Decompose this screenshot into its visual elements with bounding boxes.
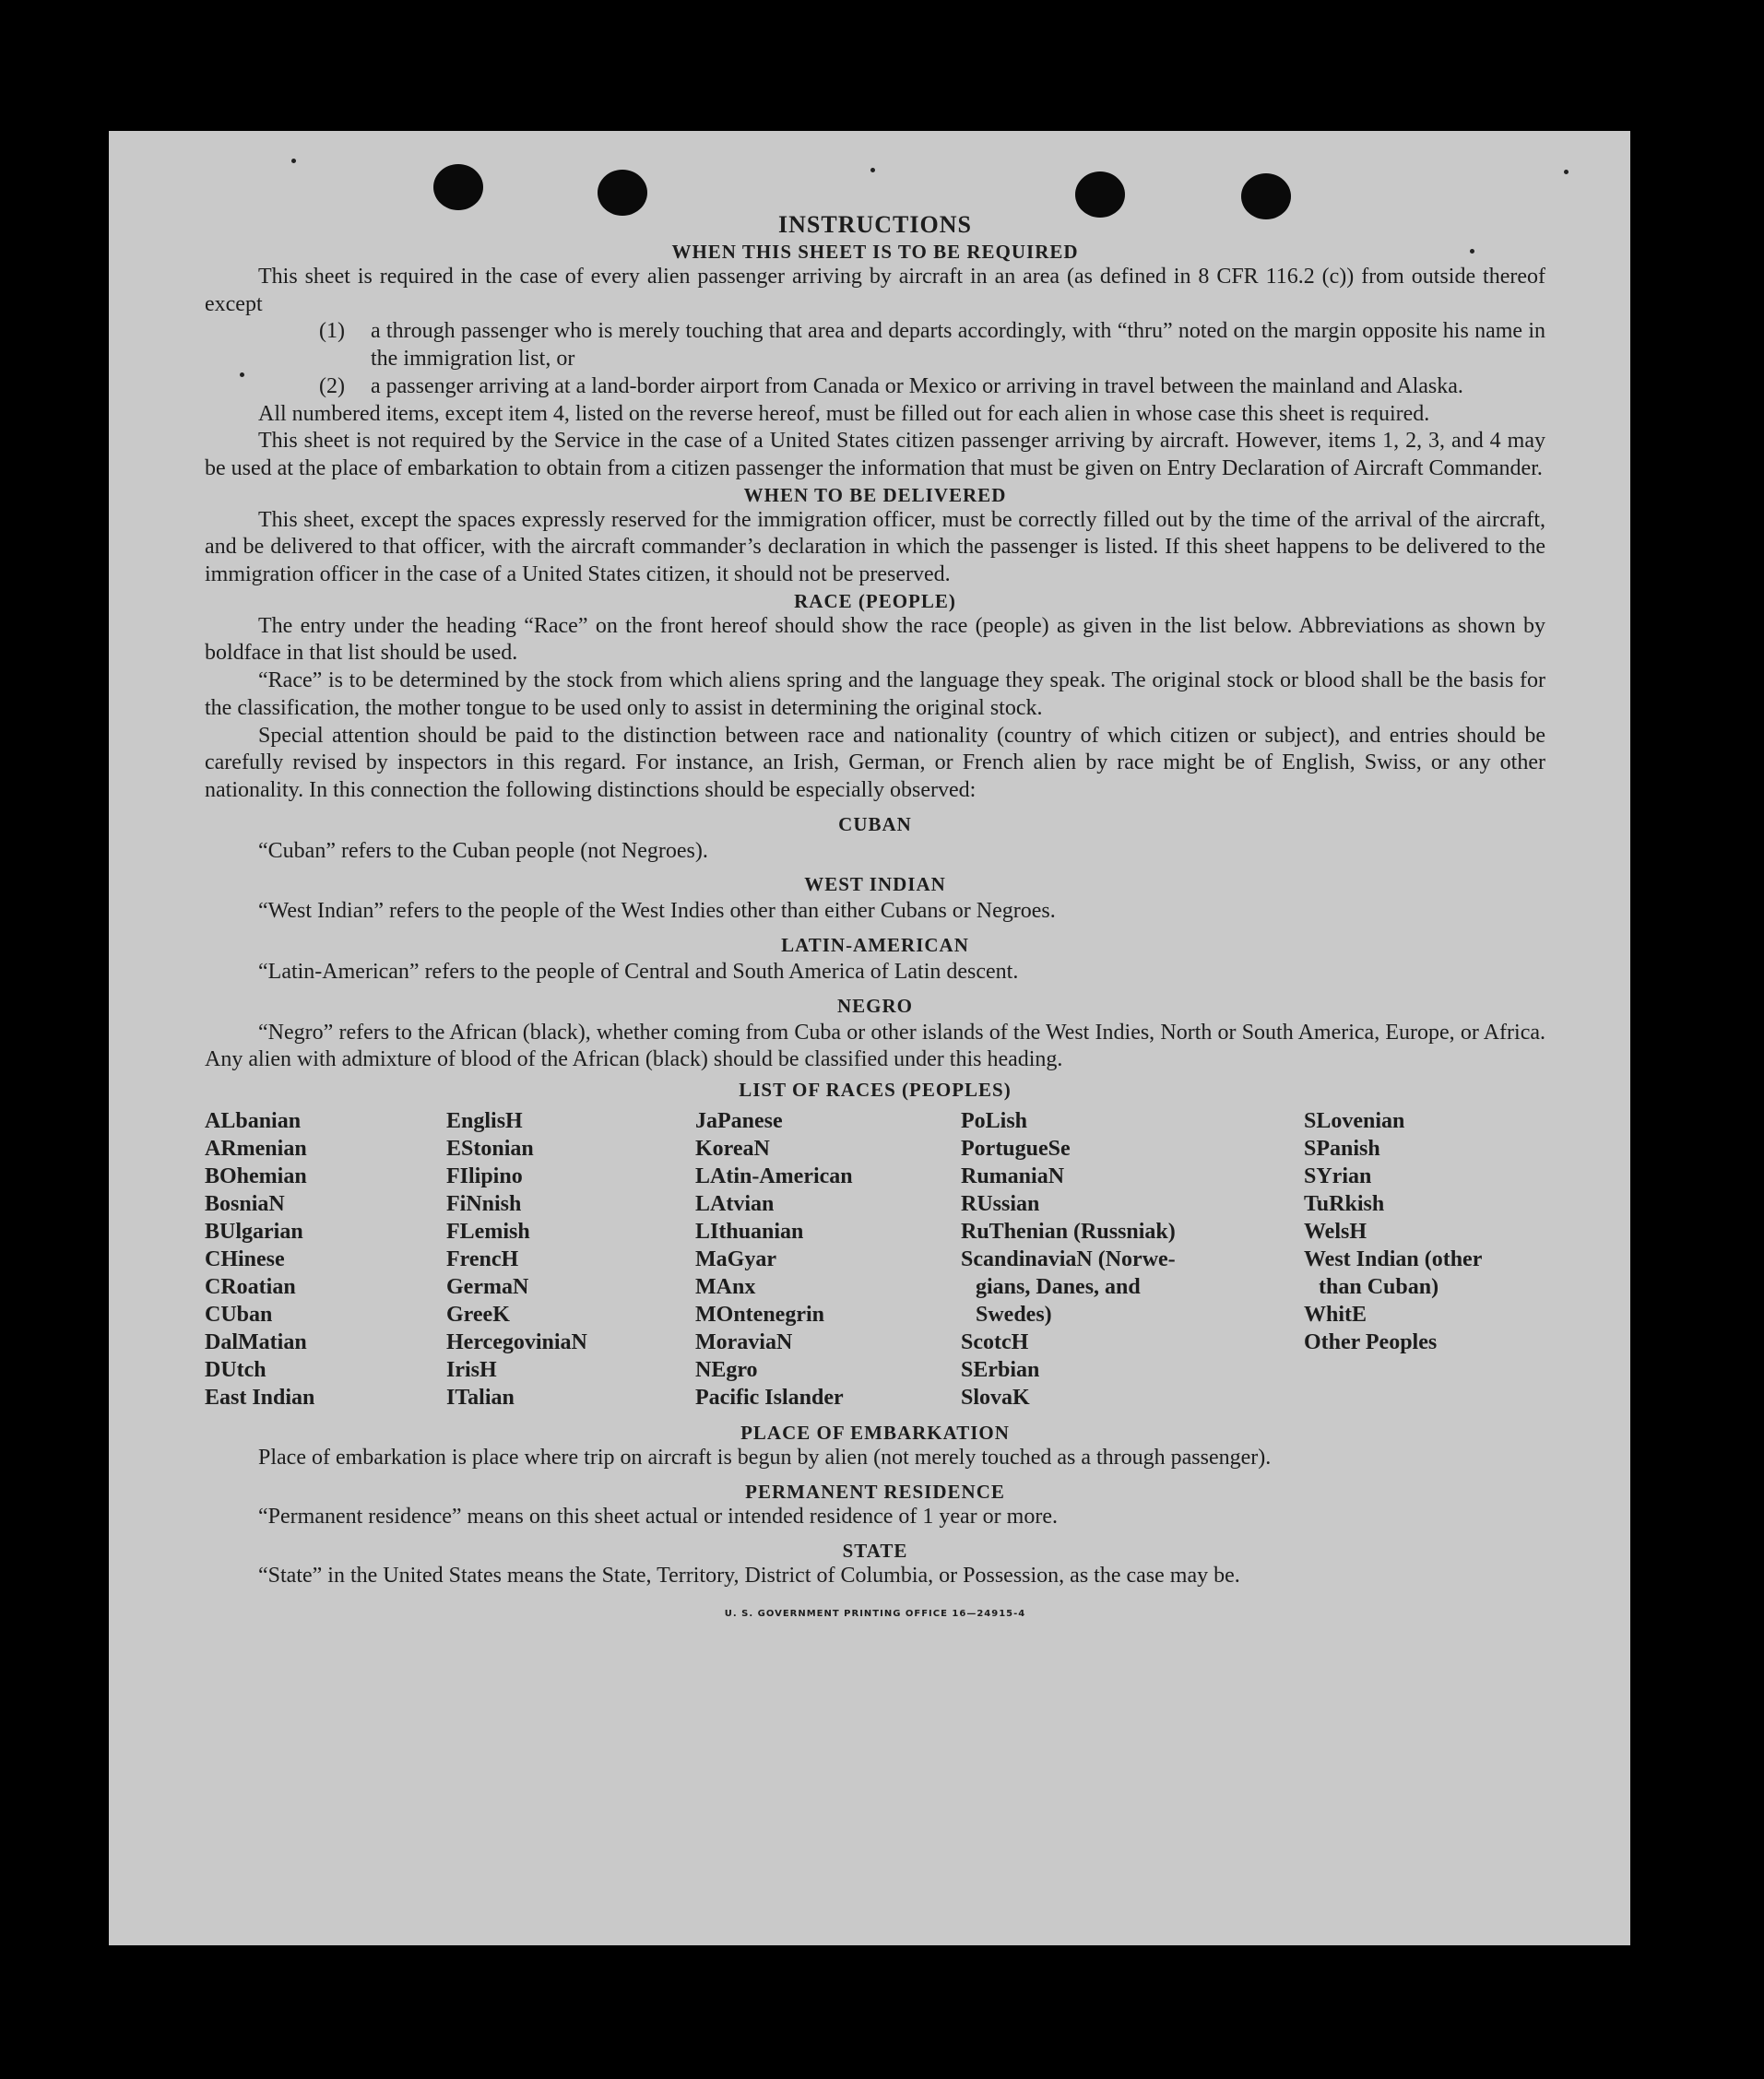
race-entry: SPanish [1304, 1137, 1380, 1162]
section-heading-residence: PERMANENT RESIDENCE [745, 1480, 1005, 1503]
race-entry: KoreaN [695, 1137, 770, 1162]
race-entry: HercegoviniaN [446, 1330, 587, 1355]
races-column [205, 1107, 446, 1412]
page-title: INSTRUCTIONS [778, 211, 972, 238]
race-entry: FiNnish [446, 1192, 522, 1217]
list-item [319, 373, 1545, 401]
race-entry: Pacific Islander [695, 1386, 844, 1411]
race-entry: IrisH [446, 1358, 497, 1383]
races-list [205, 1107, 1545, 1412]
race-entry: MoraviaN [695, 1330, 793, 1355]
race-entry: SErbian [961, 1358, 1040, 1383]
race-entry: DalMatian [205, 1330, 307, 1355]
paragraph: Place of embarkation is place where trip on aircraft is begun by alien (not merely touched as a through passenger). [258, 1446, 1272, 1471]
paragraph: “Permanent residence” means on this sheet actual or intended residence of 1 year or more. [258, 1504, 1058, 1529]
races-column [961, 1107, 1304, 1412]
paragraph: “Latin-American” refers to the people of Central and South America of Latin descent. [258, 960, 1019, 985]
item-number: (1) [319, 319, 345, 344]
paragraph: “State” in the United States means the State, Territory, District of Columbia, or Possession, as the case may be. [258, 1563, 1240, 1588]
race-entry: TuRkish [1304, 1192, 1385, 1217]
paragraph: This sheet, except the spaces expressly reserved for the immigration officer, must be correctly filled out by the time of the arrival of the aircraft, and be delivered to that officer, with the aircraft commander’s declaration in which the passenger is listed. If this sheet happens to be delivered to the immigration officer in the case of a United States citizen, it should not be preserved. [205, 507, 1545, 587]
race-entry: EnglisH [446, 1109, 523, 1134]
instructions-content [205, 210, 1545, 1628]
race-entry: BUlgarian [205, 1220, 303, 1245]
subheading-cuban: CUBAN [838, 812, 912, 835]
race-entry: CUban [205, 1303, 273, 1328]
dust-speck [291, 159, 296, 163]
race-entry: WhitE [1304, 1303, 1367, 1328]
race-entry: EStonian [446, 1137, 534, 1162]
section-heading-race: RACE (PEOPLE) [794, 589, 956, 612]
item-text: a passenger arriving at a land-border airport from Canada or Mexico or arriving in travel between the mainland and Alaska. [371, 373, 1463, 398]
race-entry: RumaniaN [961, 1164, 1065, 1189]
item-number: (2) [319, 373, 345, 398]
race-entry: East Indian [205, 1386, 315, 1411]
races-column [1304, 1107, 1545, 1412]
section-heading-embarkation: PLACE OF EMBARKATION [740, 1422, 1010, 1445]
race-entry: LAtvian [695, 1192, 775, 1217]
race-entry: RUssian [961, 1192, 1040, 1217]
race-entry: SLovenian [1304, 1109, 1405, 1134]
item-text: a through passenger who is merely touching that area and departs accordingly, with “thru” noted on the margin opposite his name in the immigration list, or [371, 319, 1545, 372]
punch-hole [433, 164, 483, 210]
race-entry: ITalian [446, 1386, 515, 1411]
race-entry: FIlipino [446, 1164, 523, 1189]
race-entry: CRoatian [205, 1275, 296, 1300]
race-entry: BosniaN [205, 1192, 285, 1217]
paragraph: “West Indian” refers to the people of the West Indies other than either Cubans or Negroes. [258, 899, 1056, 924]
race-entry: RuThenian (Russniak) [961, 1220, 1176, 1245]
race-entry: PoLish [961, 1109, 1028, 1134]
race-entry: BOhemian [205, 1164, 307, 1189]
race-entry: GreeK [446, 1303, 510, 1328]
paragraph: The entry under the heading “Race” on the front hereof should show the race (people) as given in the list below. Abbreviations as shown by boldface in that list should be used. [205, 613, 1545, 666]
race-entry: CHinese [205, 1247, 285, 1272]
paragraph: “Cuban” refers to the Cuban people (not Negroes). [258, 838, 708, 863]
dust-speck [870, 168, 875, 172]
race-entry: PortugueSe [961, 1137, 1071, 1162]
races-column [446, 1107, 695, 1412]
paragraph: “Negro” refers to the African (black), whether coming from Cuba or other islands of the West Indies, North or South America, Europe, or Africa. Any alien with admixture of blood of the African (black) should be classified under this heading. [205, 1020, 1545, 1072]
race-entry: than Cuban) [1319, 1275, 1439, 1300]
races-column [695, 1107, 961, 1412]
paragraph: This sheet is required in the case of every alien passenger arriving by aircraft in an area (as defined in 8 CFR 116.2 (c)) from outside thereof except [205, 265, 1545, 316]
race-entry: ARmenian [205, 1137, 307, 1162]
race-entry: ScandinaviaN (Norwe- [961, 1247, 1176, 1272]
race-entry: ScotcH [961, 1330, 1029, 1355]
race-entry: SYrian [1304, 1164, 1372, 1189]
dust-speck [1564, 170, 1569, 174]
section-heading-state: STATE [842, 1539, 908, 1562]
punch-hole [598, 170, 647, 216]
race-entry: MaGyar [695, 1247, 776, 1272]
race-entry: FLemish [446, 1220, 530, 1245]
race-entry: gians, Danes, and [976, 1275, 1141, 1300]
race-entry: JaPanese [695, 1109, 783, 1134]
race-entry: NEgro [695, 1358, 758, 1383]
paragraph: This sheet is not required by the Service in the case of a United States citizen passenger arriving by aircraft. However, items 1, 2, 3, and 4 may be used at the place of embarkation to obtain from a citizen passenger the information that must be given on Entry Declaration of Aircraft Commander. [205, 429, 1545, 480]
subheading-negro: NEGRO [836, 994, 913, 1017]
race-entry: LAtin-American [695, 1164, 853, 1189]
document-sheet [109, 131, 1630, 1945]
race-entry: ALbanian [205, 1109, 302, 1134]
race-entry: West Indian (other [1304, 1247, 1483, 1272]
section-heading-delivered: WHEN TO BE DELIVERED [743, 483, 1007, 506]
race-entry: DUtch [205, 1358, 266, 1383]
race-entry: SlovaK [961, 1386, 1030, 1411]
race-entry: Swedes) [976, 1303, 1052, 1328]
race-entry: GermaN [446, 1275, 529, 1300]
subheading-west-indian: WEST INDIAN [804, 873, 946, 896]
paragraph: Special attention should be paid to the distinction between race and nationality (country of which citizen or subject), and entries should be carefully revised by inspectors in this regard. For instance, an Irish, German, or French alien by race might be of English, Swiss, or any other nationality. In this connection the following distinctions should be especially observed: [205, 723, 1545, 802]
paragraph: “Race” is to be determined by the stock from which aliens spring and the language they speak. The original stock or blood shall be the basis for the classification, the mother tongue to be used only to assist in determining the original stock. [205, 668, 1545, 720]
race-entry: FrencH [446, 1247, 519, 1272]
race-entry: Other Peoples [1304, 1330, 1438, 1355]
race-entry: MAnx [695, 1275, 756, 1300]
race-entry: LIthuanian [695, 1220, 804, 1245]
race-entry: WelsH [1304, 1220, 1367, 1245]
paragraph: All numbered items, except item 4, listed on the reverse hereof, must be filled out for each alien in whose case this sheet is required. [258, 401, 1430, 426]
list-item [319, 318, 1545, 372]
printing-office-footer: U. S. GOVERNMENT PRINTING OFFICE 16—24915-4 [724, 1609, 1026, 1620]
subheading-latin-american: LATIN-AMERICAN [781, 934, 969, 957]
section-heading-list-of-races: LIST OF RACES (PEOPLES) [739, 1079, 1012, 1102]
section-heading-required: WHEN THIS SHEET IS TO BE REQUIRED [671, 241, 1079, 263]
race-entry: MOntenegrin [695, 1303, 824, 1328]
